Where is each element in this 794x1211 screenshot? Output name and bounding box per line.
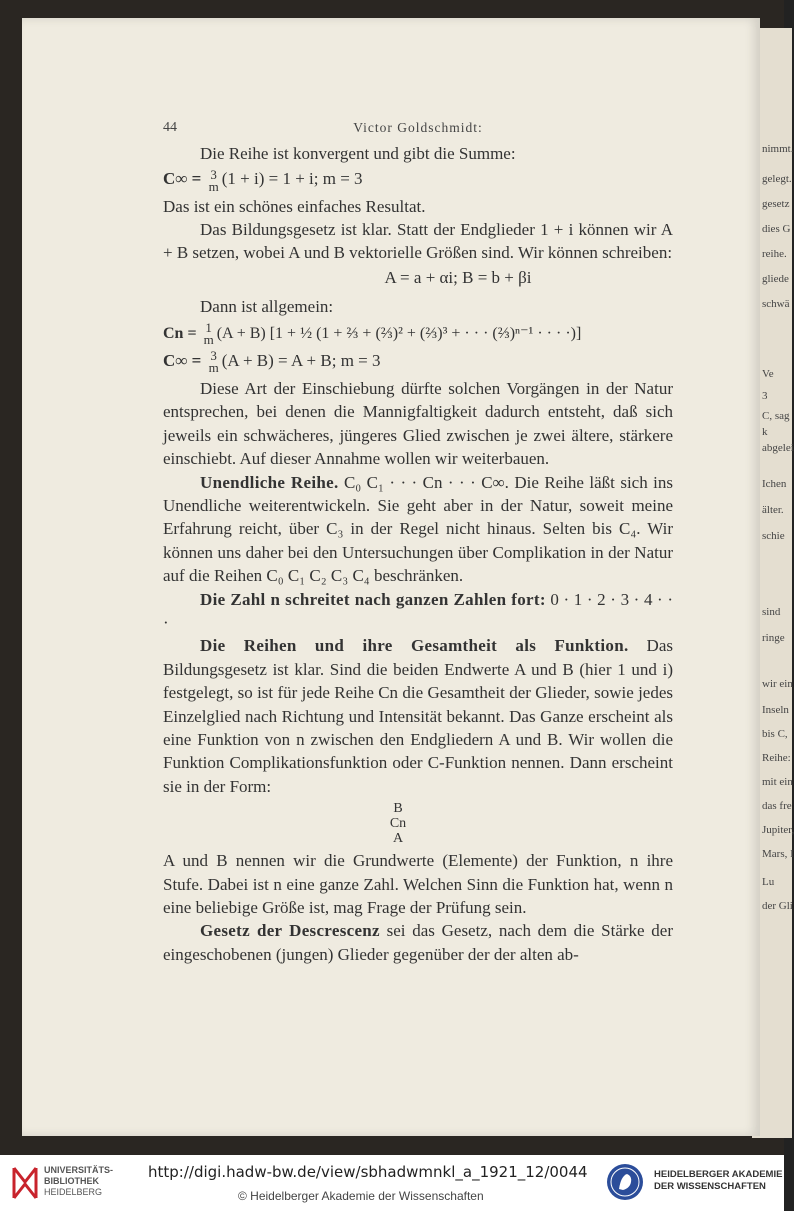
paragraph-funktion <box>163 634 673 798</box>
fraction-denominator: m <box>208 178 219 194</box>
next-page-fragment: älter. <box>762 504 784 516</box>
paragraph-text: sei das Gesetz, nach dem die Stärke der eingeschobenen (jungen) Glieder gegenüber der der alten ab- <box>163 921 674 964</box>
library-name <box>44 1165 113 1198</box>
library-line-1: UNIVERSITÄTS- <box>44 1165 114 1175</box>
paragraph-zahl-n <box>163 588 673 635</box>
library-line-2: BIBLIOTHEK <box>44 1176 99 1186</box>
next-page-fragment: Ve <box>762 368 774 380</box>
paragraph-einschiebung: Diese Art der Einschiebung dürfte solchen Vorgängen in der Natur entsprechen, bei denen die Mannigfaltigkeit dadurch entsteht, daß sich jeweils ein schwächeres, jüngeres Glied zwischen je zwei ältere, stärkere einschiebt. Auf dieser Annahme wollen wir weiterbauen. <box>163 378 673 469</box>
next-page-fragment: sind <box>762 606 781 618</box>
formula-cn <box>163 319 673 347</box>
academy-line-1: HEIDELBERGER AKADEMIE <box>654 1169 783 1180</box>
function-middle: Cn <box>389 816 407 832</box>
next-page-fragment: abgelei <box>762 442 794 454</box>
next-page-fragment: Ichen <box>762 478 787 490</box>
section-heading: Unendliche Reihe. <box>200 472 339 492</box>
next-page-fragment: ringe <box>762 632 785 644</box>
formula-c-infinity-2 <box>163 349 673 374</box>
formula-lhs: Cn = <box>163 324 201 342</box>
next-page-fragment: gliede <box>762 273 789 285</box>
next-page-fragment: k <box>762 426 768 438</box>
fraction-numerator: 3 <box>210 347 217 363</box>
next-page-fragment: Lu <box>762 876 775 888</box>
line-konvergent: Die Reihe ist konvergent und gibt die Summe: <box>200 144 516 163</box>
paragraph-grundwerte: A und B nennen wir die Grundwerte (Elemente) der Funktion, n ihre Stufe. Dabei ist n eine ganze Zahl. Welchen Sinn die Funktion hat, wenn n eine beliebige Größe ist, mag Frage der Prüfung sein. <box>163 851 673 918</box>
academy-line-2: DER WISSENSCHAFTEN <box>654 1181 766 1192</box>
formula-rest: (1 + i) = 1 + i; m = 3 <box>221 169 363 189</box>
next-page-fragment: Inseln <box>762 704 789 716</box>
page-text <box>163 116 673 966</box>
running-title: Victor Goldschmidt: <box>353 120 483 135</box>
fraction-numerator: 3 <box>210 166 217 182</box>
fraction <box>208 347 219 375</box>
paragraph-text: Das Bildungsgesetz ist klar. Sind die beiden Endwerte A und B (hier 1 und i) festgelegt, so ist für jede Reihe Cn die Gesamtheit der Glieder, sowie jedes Einzelglied nach Richtung und Intensität bekannt. Das Ganze erscheint als eine Funktion von n zwischen den Endgliedern A und B. Wir wollen die Funktion Complikationsfunktion oder C-Funktion nennen. Dann erscheint sie in der Form: <box>163 636 673 796</box>
next-page-fragment: reihe. <box>762 248 787 260</box>
next-page-fragment: mit ein <box>762 776 793 788</box>
next-page-fragment: Mars, I <box>762 848 794 860</box>
function-upper: B <box>393 801 403 817</box>
paragraph-text: C₀ C₁ · · · Cn · · · C∞. Die Reihe läßt sich ins Unendliche weiterentwickeln. Sie geht aber in der Natur, soweit meine Erfahrung reicht, über C₃ in der Regel nicht hinaus. Selten bis C₄. Wir können uns daher bei den Untersuchungen über Complikation in der Natur auf die Reihen C₀ C₁ C₂ C₃ C₄ beschränken. <box>163 472 673 586</box>
next-page-fragment: nimmt. <box>762 143 794 155</box>
next-page-fragment: wir ein <box>762 678 793 690</box>
academy-seal-icon <box>605 1162 645 1202</box>
next-page-fragment: dies G <box>762 223 791 235</box>
university-library-logo-icon <box>10 1164 40 1202</box>
section-heading: Die Zahl n schreitet nach ganzen Zahlen fort: <box>200 589 546 609</box>
next-page-fragment: bis C, <box>762 728 788 740</box>
formula-lhs: C∞ = <box>163 350 206 370</box>
permalink-url[interactable]: http://digi.hadw-bw.de/view/sbhadwmnkl_a_1921_12/0044 <box>148 1163 588 1181</box>
fraction <box>203 319 214 347</box>
formula-rest: (A + B) = A + B; m = 3 <box>221 350 381 370</box>
next-page-fragment: C, sag <box>762 410 790 422</box>
next-page-fragment: das fre <box>762 800 792 812</box>
copyright-notice: © Heidelberger Akademie der Wissenschaften <box>238 1189 484 1203</box>
next-page-fragment: Jupiter, <box>762 824 794 836</box>
function-lower: A <box>392 831 404 847</box>
running-header <box>163 116 673 142</box>
formula-rest: (A + B) [1 + ½ (1 + ⅔ + (⅔)² + (⅔)³ + · · · (⅔)ⁿ⁻¹ · · · ·)] <box>216 324 582 342</box>
viewer-footer <box>0 1155 784 1211</box>
paragraph-descrescenz <box>163 919 673 966</box>
fraction-numerator: 1 <box>205 319 212 335</box>
formula-a-b: A = a + αi; B = b + βi <box>384 267 532 287</box>
line-allgemein: Dann ist allgemein: <box>200 297 334 317</box>
fraction-denominator: m <box>203 331 214 347</box>
next-page-fragment: schie <box>762 530 785 542</box>
section-heading: Die Reihen und ihre Gesamtheit als Funktion. <box>200 636 629 656</box>
next-page-fragment: der Gli <box>762 900 793 912</box>
section-heading: Gesetz der Descrescenz <box>200 921 380 941</box>
paragraph-text: 0 · 1 · 2 · 3 · 4 · · · <box>163 589 673 633</box>
next-page-fragment: gesetz <box>762 198 790 210</box>
academy-name <box>654 1169 782 1193</box>
formula-function-form <box>163 801 673 846</box>
library-line-3: HEIDELBERG <box>44 1187 103 1197</box>
next-page-fragment: gelegt. <box>762 173 792 185</box>
formula-c-infinity-1 <box>163 167 673 192</box>
formula-lhs: C∞ = <box>163 169 206 189</box>
fraction-denominator: m <box>208 359 219 375</box>
paragraph-bildungsgesetz: Das Bildungsgesetz ist klar. Statt der Endglieder 1 + i können wir A + B setzen, wobei A und B vektorielle Größen sind. Wir können schreiben: <box>163 219 673 263</box>
fraction <box>208 166 219 194</box>
paragraph-unendliche-reihe <box>163 471 673 588</box>
page-number: 44 <box>163 120 177 135</box>
next-page-fragment: schwä <box>762 298 790 310</box>
next-page-fragment: Reihe: <box>762 752 791 764</box>
line-resultat: Das ist ein schönes einfaches Resultat. <box>163 196 426 216</box>
next-page-fragment: 3 <box>762 390 768 402</box>
